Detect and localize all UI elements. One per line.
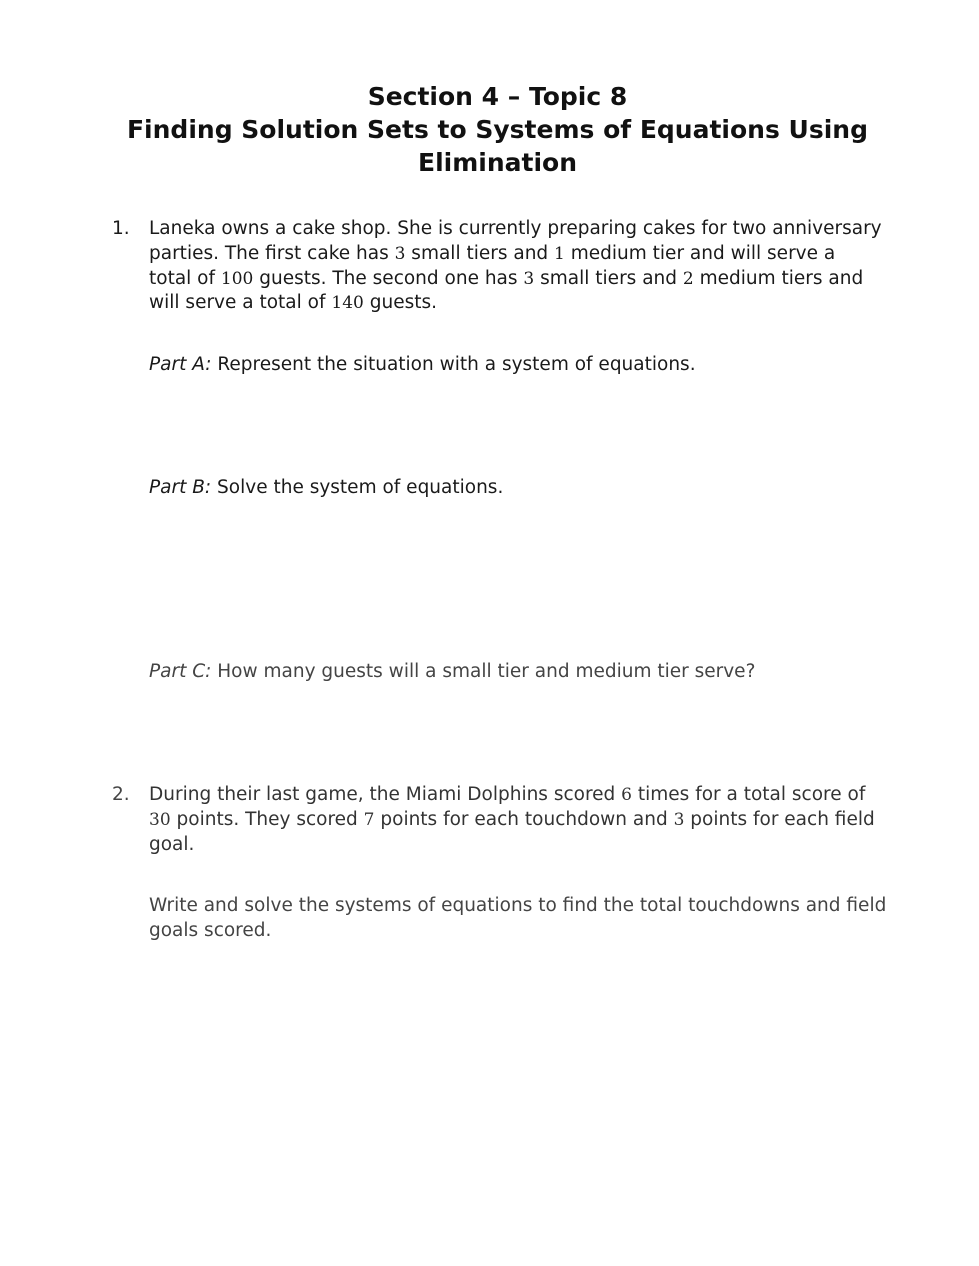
q2-number-value: 6 <box>621 785 632 805</box>
page-title <box>100 80 895 179</box>
q1-number-value: 2 <box>682 268 694 289</box>
question-2 <box>112 783 882 857</box>
title-line-2: Finding Solution Sets to Systems of Equations Using <box>126 115 868 144</box>
q1-number-value: 140 <box>331 293 364 314</box>
question-1-part-c <box>149 660 889 685</box>
part-c-label: Part C: <box>149 661 212 682</box>
part-a-label: Part A: <box>149 354 212 375</box>
q2-text-segment: points. They scored <box>170 808 364 830</box>
q1-number-value: 100 <box>220 268 254 289</box>
q1-number-value: 3 <box>394 243 406 264</box>
question-2-instruction: Write and solve the systems of equations to find the total touchdowns and field goals scored. <box>149 895 887 941</box>
title-line-1: Section 4 – Topic 8 <box>367 82 628 111</box>
question-1-part-b <box>149 476 889 501</box>
q1-text-segment: Laneka owns a cake shop. She is currently preparing cakes for two anniversary parties. The first cake has <box>149 218 882 264</box>
q1-text-segment: small tiers and <box>405 242 555 264</box>
q2-text-segment: points for each touchdown and <box>374 808 674 830</box>
question-2-number: 2. <box>112 784 130 805</box>
q1-text-segment: guests. <box>363 292 437 314</box>
question-1 <box>112 217 882 316</box>
question-2-text <box>149 783 882 857</box>
q1-number-value: 1 <box>554 243 565 264</box>
q1-text-segment: guests. The second one has <box>253 267 524 289</box>
q1-text-segment: medium tiers and will serve a total of <box>149 267 864 314</box>
q2-number-value: 7 <box>363 809 375 830</box>
q2-text-segment: During their last game, the Miami Dolphins scored <box>149 784 622 805</box>
q1-text-segment: small tiers and <box>534 267 683 289</box>
q2-text-segment: points for each field goal. <box>149 808 875 855</box>
title-line-3: Elimination <box>418 148 577 177</box>
question-1-number: 1. <box>112 218 130 239</box>
part-c-text: How many guests will a small tier and medium tier serve? <box>211 661 756 682</box>
q2-text-segment: times for a total score of <box>632 784 866 805</box>
q1-text-segment: medium tier and will serve a total of <box>149 242 836 289</box>
question-1-part-a <box>149 353 889 378</box>
part-b-label: Part B: <box>149 477 212 498</box>
q1-number-value: 3 <box>523 268 535 289</box>
question-1-text <box>149 217 882 316</box>
q2-number-value: 30 <box>149 809 171 830</box>
part-a-text: Represent the situation with a system of equations. <box>211 354 696 375</box>
q2-number-value: 3 <box>673 809 685 830</box>
part-b-text: Solve the system of equations. <box>211 477 504 498</box>
